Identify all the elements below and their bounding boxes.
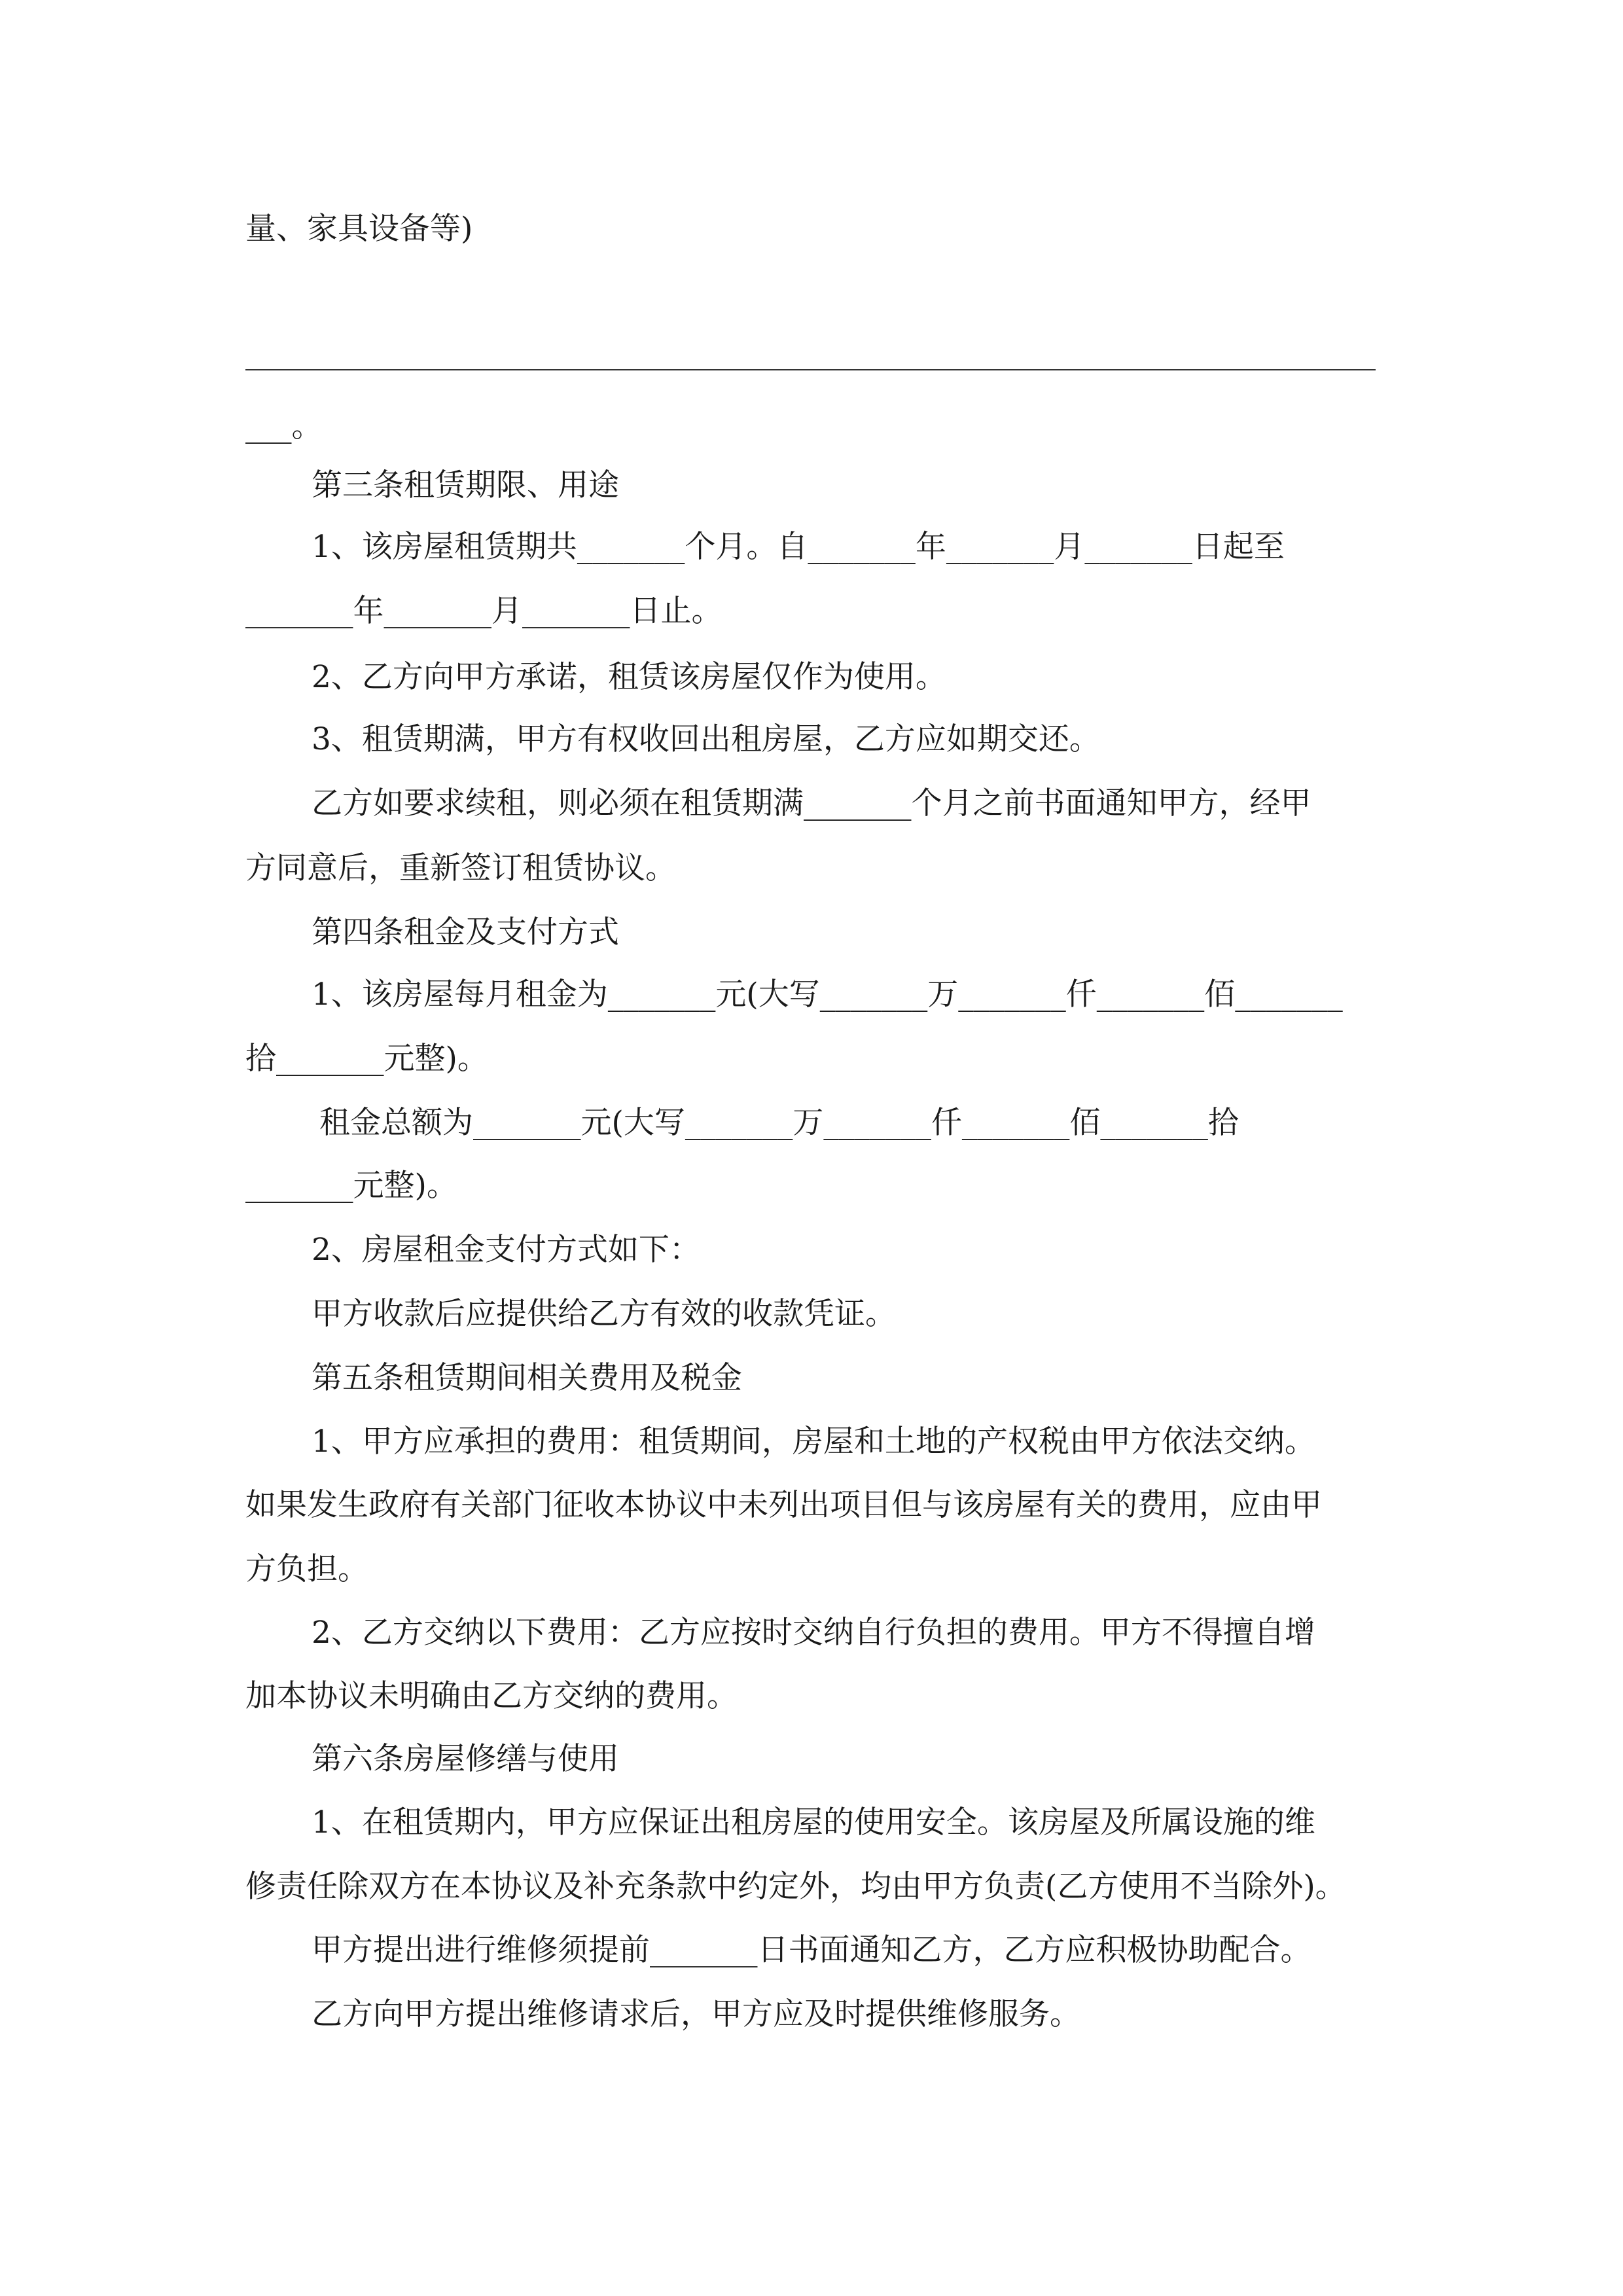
text-line: 1、该房屋每月租金为_______元(大写_______万_______仟_______佰_______ (312, 977, 1343, 1013)
text-line: 甲方收款后应提供给乙方有效的收款凭证。 (312, 1296, 896, 1332)
text-line: 修责任除双方在本协议及补充条款中约定外，均由甲方负责(乙方使用不当除外)。 (245, 1869, 1346, 1905)
section-heading: 第四条租金及支付方式 (312, 914, 619, 950)
section-heading: 第六条房屋修缮与使用 (312, 1741, 619, 1777)
text-line: 方同意后，重新签订租赁协议。 (245, 850, 676, 886)
fill-in-rule (245, 369, 1376, 370)
text-line: 2、房屋租金支付方式如下： (312, 1232, 700, 1268)
text-line: 1、甲方应承担的费用：租赁期间，房屋和土地的产权税由甲方依法交纳。 (312, 1424, 1315, 1460)
text-line: 2、乙方向甲方承诺，租赁该房屋仅作为使用。 (312, 659, 946, 695)
text-line: 1、在租赁期内，甲方应保证出租房屋的使用安全。该房屋及所属设施的维 (312, 1804, 1315, 1840)
text-line: _______年_______月_______日止。 (245, 593, 722, 629)
text-line: 乙方向甲方提出维修请求后，甲方应及时提供维修服务。 (312, 1996, 1080, 2032)
text-line: 3、租赁期满，甲方有权收回出租房屋，乙方应如期交还。 (312, 721, 1100, 757)
text-line: 如果发生政府有关部门征收本协议中未列出项目但与该房屋有关的费用，应由甲 (245, 1487, 1322, 1523)
text-line: 租金总额为_______元(大写_______万_______仟_______佰_______拾 (319, 1105, 1239, 1141)
text-line: _______元整)。 (245, 1168, 457, 1204)
text-line: 方负担。 (245, 1551, 368, 1587)
text-line: 拾_______元整)。 (245, 1041, 488, 1077)
section-heading: 第三条租赁期限、用途 (312, 467, 619, 503)
text-line: 2、乙方交纳以下费用：乙方应按时交纳自行负担的费用。甲方不得擅自增 (312, 1615, 1315, 1651)
text-line: ___。 (245, 408, 323, 444)
text-line: 甲方提出进行维修须提前_______日书面通知乙方，乙方应积极协助配合。 (312, 1932, 1311, 1968)
section-heading: 第五条租赁期间相关费用及税金 (312, 1360, 742, 1396)
text-line: 加本协议未明确由乙方交纳的费用。 (245, 1678, 738, 1714)
text-line: 乙方如要求续租，则必须在租赁期满_______个月之前书面通知甲方，经甲 (312, 785, 1311, 821)
text-line: 量、家具设备等) (245, 211, 473, 247)
text-line: 1、该房屋租赁期共_______个月。自_______年_______月_______日起至 (312, 529, 1285, 565)
